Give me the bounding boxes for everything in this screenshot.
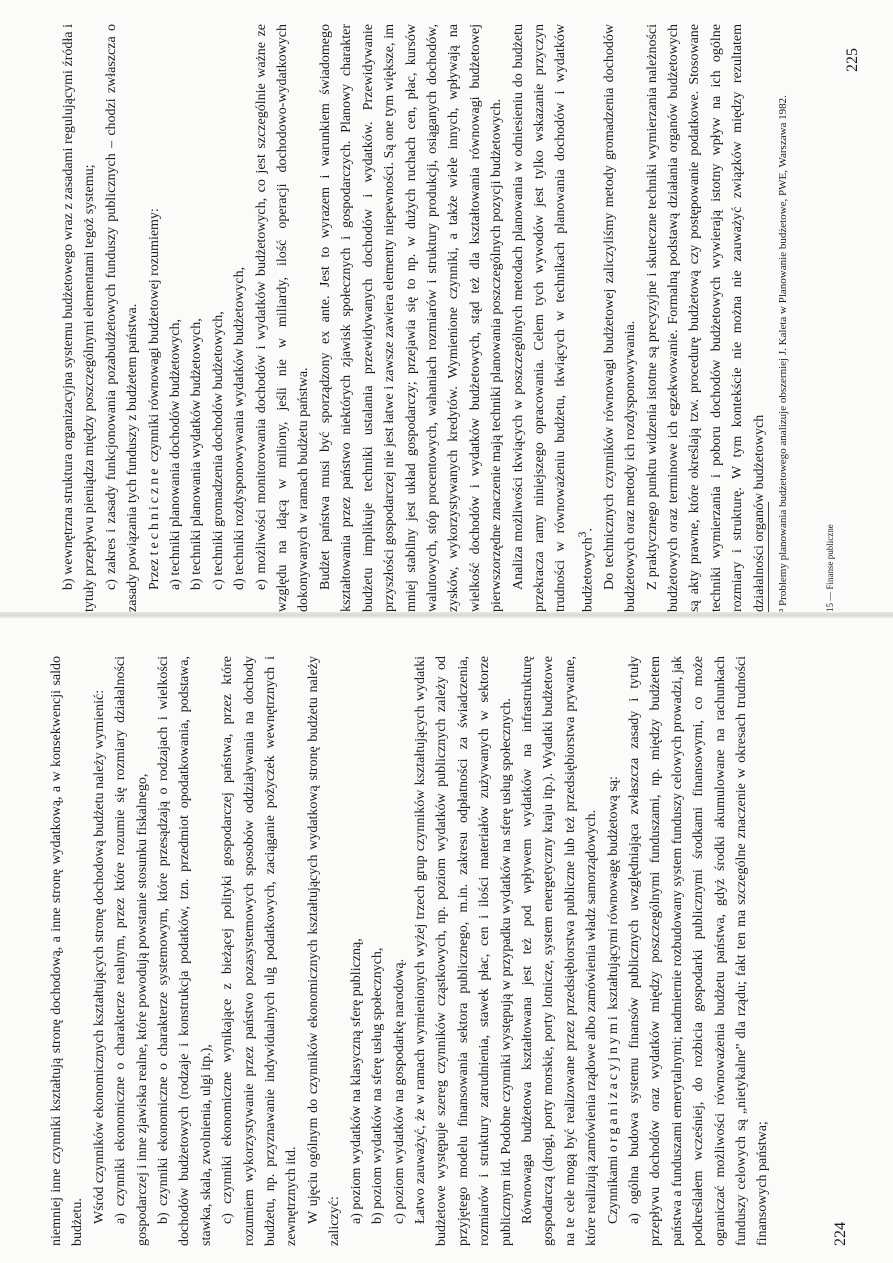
list-item: b) czynniki ekonomiczne o charakterze systemowym, które przesądzają o rodzajach i wielkości dochodów budżetowych (rodzaje i konstrukcja podatków, tzn. przedmiot opodatkowania, podstawa, stawka, skala, zwolnienia, ulgi itp.), [156, 656, 214, 1246]
lead-text: Czynnikami [605, 1155, 621, 1224]
paragraph: niemniej inne czynniki kształtują stronę dochodową, a inne stronę wydatkową, a w konsekwencji saldo budżetu. [49, 656, 86, 1246]
paragraph: Wśród czynników ekonomicznych kształtujących stronę dochodową budżetu należy wymienić: [91, 689, 107, 1224]
paragraph [603, 656, 624, 1246]
paragraph: Budżet państwa musi być sporządzony ex ante. Jest to wyrazem i warunkiem świadomego kształtowania przez państwo niektórych zjawisk społecznych i gospodarczych. Planowy charakter budżetu implikuje techniki ustalania przewidywanych dochodów i wydatków. Przewidywanie przyszłości gospodarczej nie jest łatwe i zawsze zawiera elementy niepewności. Są one tym większe, im mniej stabilny jest układ gospodarczy; przejawia się to np. w dużych ruchach cen, płac, kursów walutowych, stóp procentowych, wahaniach rozmiarów i struktury produkcji, osiąganych dochodów, zysków, wykorzystywanych kredytów. Wymienione czynniki, a także wiele innych, wpływają na wielkość dochodów i wydatków budżetowych, stąd też dla kształtowania równowagi budżetowej pierwszorzędne znaczenie mają techniki planowania poszczególnych pozycji budżetowych. [317, 24, 505, 612]
signature-mark: 15 — Finanse publiczne [825, 524, 835, 612]
list-item: c) poziom wydatków na gospodarkę narodową. [391, 958, 407, 1224]
paragraph: Do technicznych czynników równowagi budżetowej zaliczyliśmy metody gromadzenia dochodów budżetowych oraz metody ich rozdysponowywania. [601, 24, 639, 612]
page-number: 224 [832, 1222, 849, 1246]
footnote-ref: 3 [575, 531, 589, 538]
list-item: b) poziom wydatków na sferę usług społecznych, [370, 947, 386, 1224]
list-item: a) ogólna budowa systemu finansów publicznych uwzględniająca zwłaszcza zasady i tytuły przepływu dochodów oraz wydatków między poszczególnymi funduszami, np. między budżetem państwa a funduszami emerytalnymi; nadmiernie rozbudowany system funduszy celowych prowadzi, jak podkreślałem wcześniej, do rozbicia gospodarki publicznymi środkami finansowymi, co może ograniczać możliwości równoważenia budżetu państwa, gdyż środki akumulowane na rachunkach funduszy celowych są „nietykalne” dla rządu; fakt ten ma szczególne znaczenie w okresach trudności finansowych państwa; [626, 656, 771, 1246]
page-number: 225 [844, 48, 861, 72]
list-item: a) techniki planowania dochodów budżetowych, [168, 319, 184, 590]
list-item: a) czynniki ekonomiczne o charakterze realnym, przez które rozumie się rozmiary działalności gospodarczej i inne zjawiska realne, które powodują powstanie stosunku fiskalnego, [113, 656, 150, 1246]
list-item: a) poziom wydatków na klasyczną sferę publiczną, [348, 938, 364, 1224]
paragraph: Łatwo zauważyć, że w ramach wymienionych wyżej trzech grup czynników kształtujących wydatki budżetowe występuje szereg czynników cząstkowych, np. poziom wydatków publicznych zależy od przyjętego modelu finansowania sektora publicznego, m.in. zakresu odpłatności za świadczenia, rozmiarów i struktury zatrudnienia, stawek płac, cen i ilości materiałów zużywanych w sektorze publicznym itd. Podobne czynniki występują w przypadku wydatków na sferę usług społecznych. [412, 656, 514, 1246]
list-item: b) techniki planowania wydatków budżetowych, [189, 318, 205, 590]
list-item: d) techniki rozdysponowywania wydatków budżetowych, [232, 266, 248, 590]
spaced-term: organizacyjnymi [605, 1013, 621, 1153]
list-item: c) zakres i zasady funkcjonowania pozabudżetowych funduszy publicznych – chodzi zwłaszcza o zasady powiązania tych funduszy z budżetem państwa. [103, 24, 141, 612]
spaced-term: techniczne [146, 465, 162, 556]
paragraph: Z praktycznego punktu widzenia istotne są precyzyjne i skuteczne techniki wymierzania należności budżetowych oraz terminowe ich egzekwowanie. Formalną podstawą działania organów budżetowych są akty prawne, które określają tzw. procedurę budżetową czy postępowanie podatkowe. Stosowane techniki wymierzania i poboru dochodów budżetowych wywierają istotny wpływ na ich ogólne rozmiary i strukturę. W tym kontekście nie można nie zauważyć związków między rezultatem działalności organów budżetowych [644, 24, 767, 612]
paragraph-text: Analiza możliwości tkwiących w poszczególnych metodach planowania w odniesieniu do budżetu przekracza ramy niniejszego opracowania. Celem tych wywodów jest tylko wskazanie przyczyn trudności w równoważeniu budżetu, tkwiących w technikach planowania dochodów i wydatków budżetowych [510, 24, 596, 612]
page-225 [52, 24, 872, 612]
page-224-body [46, 656, 774, 1246]
page-225-body [58, 24, 770, 612]
footnote: ³ Problemy planowania budżetowego analizuje obszerniej J. Kaleta w Planowanie budżetowe, PWE, Warszawa 1982. [777, 95, 789, 612]
lead-text: Przez [146, 558, 162, 590]
paragraph: Analiza możliwości tkwiących w poszczególnych metodach planowania w odniesieniu do budżetu przekracza ramy niniejszego opracowania. Celem tych wywodów jest tylko wskazanie przyczyn trudności w równoważeniu budżetu, tkwiących w technikach planowania dochodów i wydatków budżetowych$^3$. [510, 24, 596, 612]
list-item: c) czynniki ekonomiczne wynikające z bieżącej polityki gospodarczej państwa, przez które rozumiem wykorzystywanie przez państwo pozasystemowych sposobów oddziaływania na dochody budżetu, np. przyznawanie indywidualnych ulg podatkowych, zaciąganie pożyczek wewnętrznych i zewnętrznych itd. [220, 656, 300, 1246]
paragraph: W ujęciu ogólnym do czynników ekonomicznych kształtujących wydatkową stronę budżetu należy zaliczyć: [305, 656, 343, 1246]
list-item: c) techniki gromadzenia dochodów budżetowych, [210, 311, 226, 590]
paragraph [144, 24, 165, 612]
list-item: b) wewnętrzna struktura organizacyjna systemu budżetowego wraz z zasadami regulującymi źródła i tytuły przepływu pieniądza między poszczególnymi elementami tegoż systemu; [61, 24, 98, 612]
book-gutter [0, 612, 893, 618]
lead-text: czynniki równowagi budżetowej rozumiemy: [146, 208, 162, 463]
lead-text: kształtującymi równowagę budżetową są: [605, 776, 621, 1010]
footnote-rule [768, 502, 769, 612]
list-item: e) możliwości monitorowania dochodów i wydatków budżetowych, co jest szczególnie ważne ze względu na idącą w miliony, jeśli nie w miliardy, ilość operacji dochodowo-wydatkowych dokonywanych w ramach budżetu państwa. [253, 24, 312, 612]
paragraph: Równowaga budżetowa kształtowana jest też pod wpływem wydatków na infrastrukturę gospodarczą (drogi, porty morskie, porty lotnicze, system energetyczny kraju itp.). Wydatki budżetowe na te cele mogą być realizowane przez przedsiębiorstwa publiczne lub też przedsiębiorstwa prywatne, które realizują zamówienia rządowe albo zamówienia władz samorządowych. [519, 656, 600, 1246]
page-224 [40, 656, 880, 1246]
